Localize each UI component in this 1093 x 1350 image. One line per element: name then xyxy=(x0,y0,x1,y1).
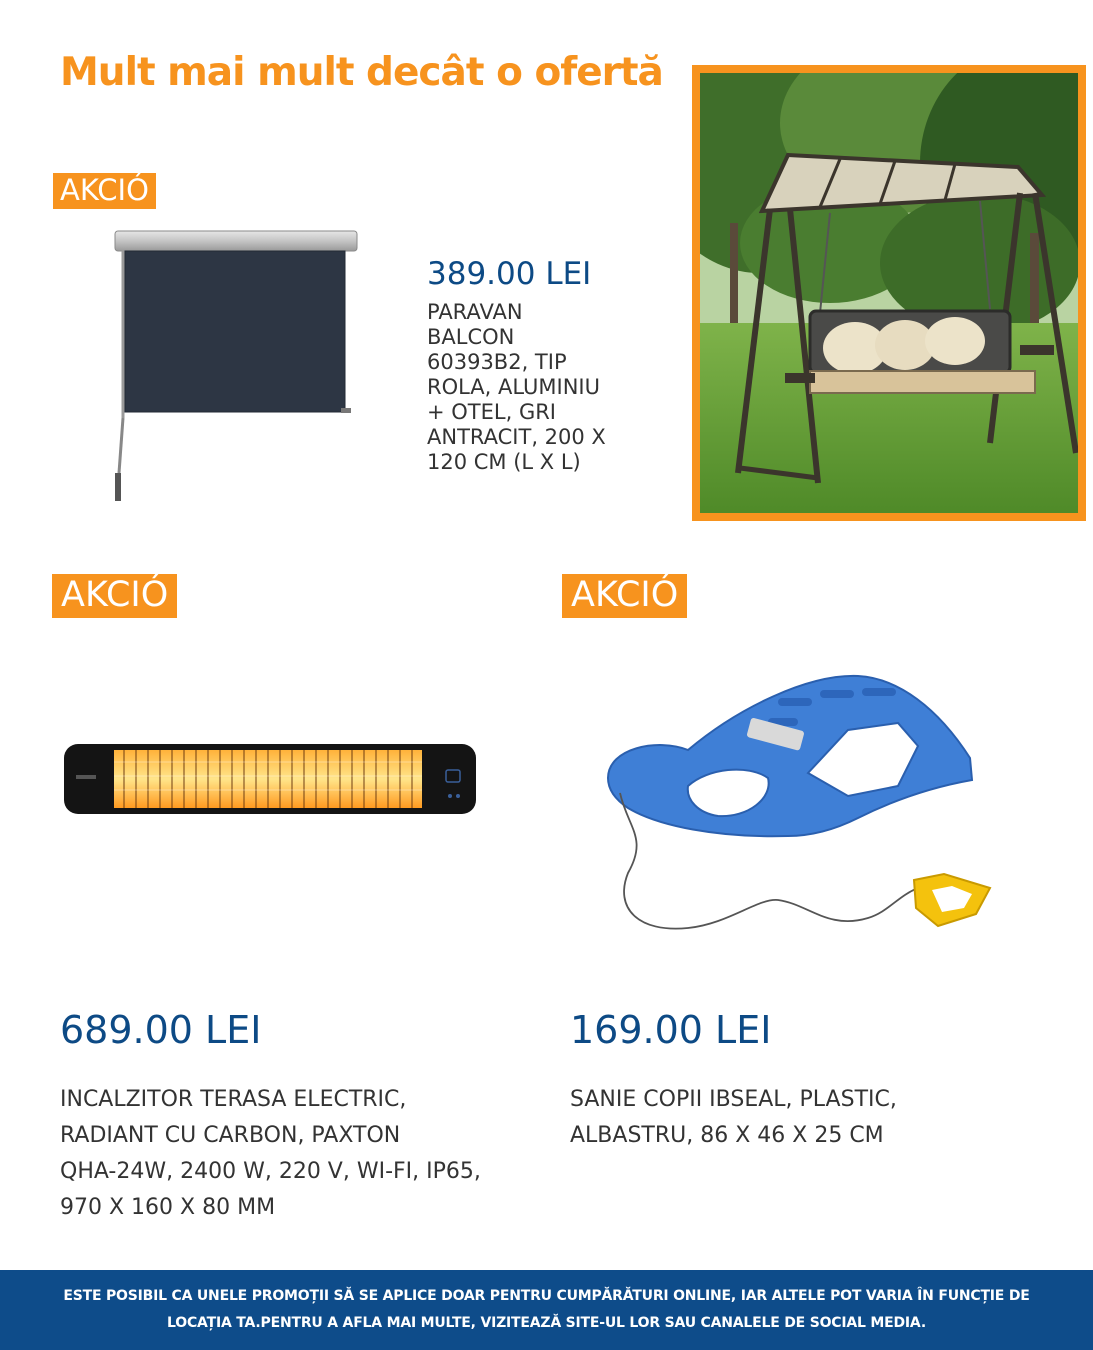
description-line: PARAVAN xyxy=(427,300,523,324)
description-line: 970 X 160 X 80 MM xyxy=(60,1195,276,1220)
description-line: + OTEL, GRI xyxy=(427,400,557,424)
disclaimer-footer xyxy=(0,1270,1093,1350)
product-description xyxy=(427,300,606,475)
description-line: INCALZITOR TERASA ELECTRIC, xyxy=(60,1087,407,1112)
disclaimer-line: LOCAȚIA TA.PENTRU A AFLA MAI MULTE, VIZITEAZĂ SITE-UL LOR SAU CANALELE DE SOCIAL MEDIA. xyxy=(167,1315,926,1331)
product-price: 389.00 LEI xyxy=(427,256,592,292)
product-price: 169.00 LEI xyxy=(570,1008,772,1052)
sale-badge: AKCIÓ xyxy=(562,574,687,618)
description-line: ALBASTRU, 86 X 46 X 25 CM xyxy=(570,1123,884,1148)
page-title: Mult mai mult decât o ofertă xyxy=(60,50,663,95)
product-price: 689.00 LEI xyxy=(60,1008,262,1052)
disclaimer-text xyxy=(52,1283,1042,1337)
description-line: 120 CM (L X L) xyxy=(427,450,581,474)
product-description xyxy=(570,1082,897,1154)
sale-badge: AKCIÓ xyxy=(53,173,156,209)
product-description xyxy=(60,1082,481,1226)
description-line: SANIE COPII IBSEAL, PLASTIC, xyxy=(570,1087,897,1112)
patio-heater-icon[interactable] xyxy=(62,740,478,820)
roller-blind-icon[interactable] xyxy=(105,228,365,508)
sale-badge: AKCIÓ xyxy=(52,574,177,618)
description-line: 60393B2, TIP xyxy=(427,350,567,374)
garden-swing-photo[interactable] xyxy=(692,65,1086,521)
description-line: RADIANT CU CARBON, PAXTON xyxy=(60,1123,401,1148)
sled-icon[interactable] xyxy=(598,668,998,948)
description-line: ROLA, ALUMINIU xyxy=(427,375,600,399)
description-line: ANTRACIT, 200 X xyxy=(427,425,606,449)
disclaimer-line: ESTE POSIBIL CA UNELE PROMOȚII SĂ SE APLICE DOAR PENTRU CUMPĂRĂTURI ONLINE, IAR ALTELE POT VARIA ÎN FUNCȚIE DE xyxy=(63,1288,1030,1304)
description-line: BALCON xyxy=(427,325,515,349)
description-line: QHA-24W, 2400 W, 220 V, WI-FI, IP65, xyxy=(60,1159,481,1184)
